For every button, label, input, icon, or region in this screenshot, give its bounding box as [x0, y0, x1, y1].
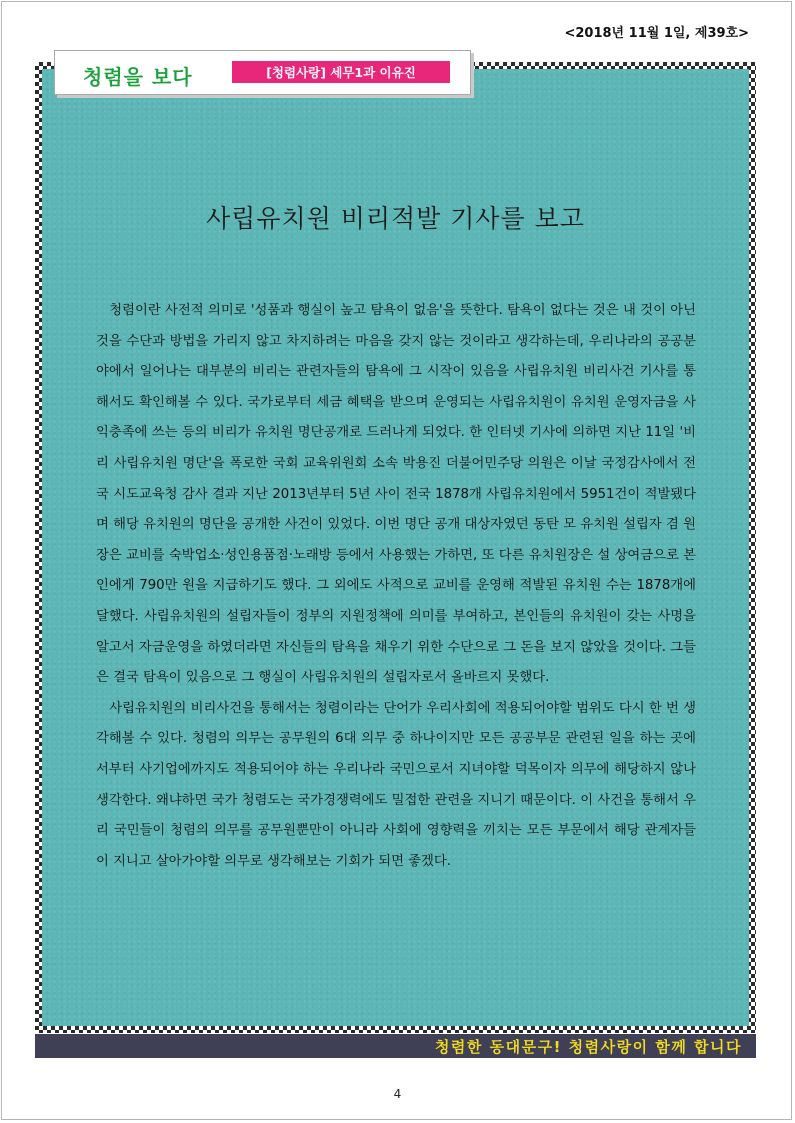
page-number: 4 — [393, 1087, 402, 1101]
paragraph-2: 사립유치원의 비리사건을 통해서는 청렴이라는 단어가 우리사회에 적용되어야할 범위도 다시 한 번 생각해볼 수 있다. 청렴의 의무는 공무원의 6대 의무 중 하나이지만 모든 공공부문 관련된 일을 하는 곳에서부터 사기업에까지도 적용되어야 하는 우리나라 국민으로서 지녀야할 덕목이자 의무에 해당하지 않나 생각한다. 왜냐하면 국가 청렴도는 국가경쟁력에도 밀접한 관련을 지니기 때문이다. 이 사건을 통해서 우리 국민들이 청렴의 의무를 공무원뿐만이 아니라 사회에 영향력을 끼치는 모든 부문에서 해당 관계자들이 지니고 살아가야할 의무로 생각해보는 기회가 되면 좋겠다. — [96, 700, 696, 869]
author-badge: [청렴사랑] 세무1과 이유진 — [232, 61, 450, 83]
article-body — [96, 296, 696, 877]
paragraph-1: 청렴이란 사전적 의미로 '성품과 행실이 높고 탐욕이 없음'을 뜻한다. 탐욕이 없다는 것은 내 것이 아닌 것을 수단과 방법을 가리지 않고 차지하려는 마음을 갖지 않는 것이라고 생각하는데, 우리나라의 공공분야에서 일어나는 대부분의 비리는 관련자들의 탐욕에 그 시작이 있음을 사립유치원 비리사건 기사를 통해서도 확인해볼 수 있다. 국가로부터 세금 혜택을 받으며 운영되는 사립유치원이 유치원 운영자금을 사익충족에 쓰는 등의 비리가 유치원 명단공개로 드러나게 되었다. 한 인터넷 기사에 의하면 지난 11일 '비리 사립유치원 명단'을 폭로한 국회 교육위원회 소속 박용진 더불어민주당 의원은 이날 국정감사에서 전국 시도교육청 감사 결과 지난 2013년부터 5년 사이 전국 1878개 사립유치원에서 5951건이 적발됐다며 해당 유치원의 명단을 공개한 사건이 있었다. 이번 명단 공개 대상자였던 동탄 모 유치원 설립자 겸 원장은 교비를 숙박업소·성인용품점·노래방 등에서 사용했는 가하면, 또 다른 유치원장은 설 상여금으로 본인에게 790만 원을 지급하기도 했다. 그 외에도 사적으로 교비를 운영해 적발된 유치원 수는 1878개에 달했다. 사립유치원의 설립자들이 정부의 지원정책에 의미를 부여하고, 본인들의 유치원이 갖는 사명을 알고서 자금운영을 하였더라면 자신들의 탐욕을 채우기 위한 수단으로 그 돈을 보지 않았을 것이다. 그들은 결국 탐욕이 있음으로 그 행실이 사립유치원의 설립자로서 올바르지 못했다. — [96, 303, 696, 686]
issue-date: <2018년 11월 1일, 제39호> — [564, 26, 749, 41]
section-title: 청렴을 보다 — [83, 65, 193, 89]
section-header — [54, 50, 471, 95]
footer-banner — [35, 1034, 756, 1058]
footer-slogan: 청렴한 동대문구! 청렴사랑이 함께 합니다 — [434, 1038, 742, 1056]
article-title: 사립유치원 비리적발 기사를 보고 — [206, 204, 585, 233]
